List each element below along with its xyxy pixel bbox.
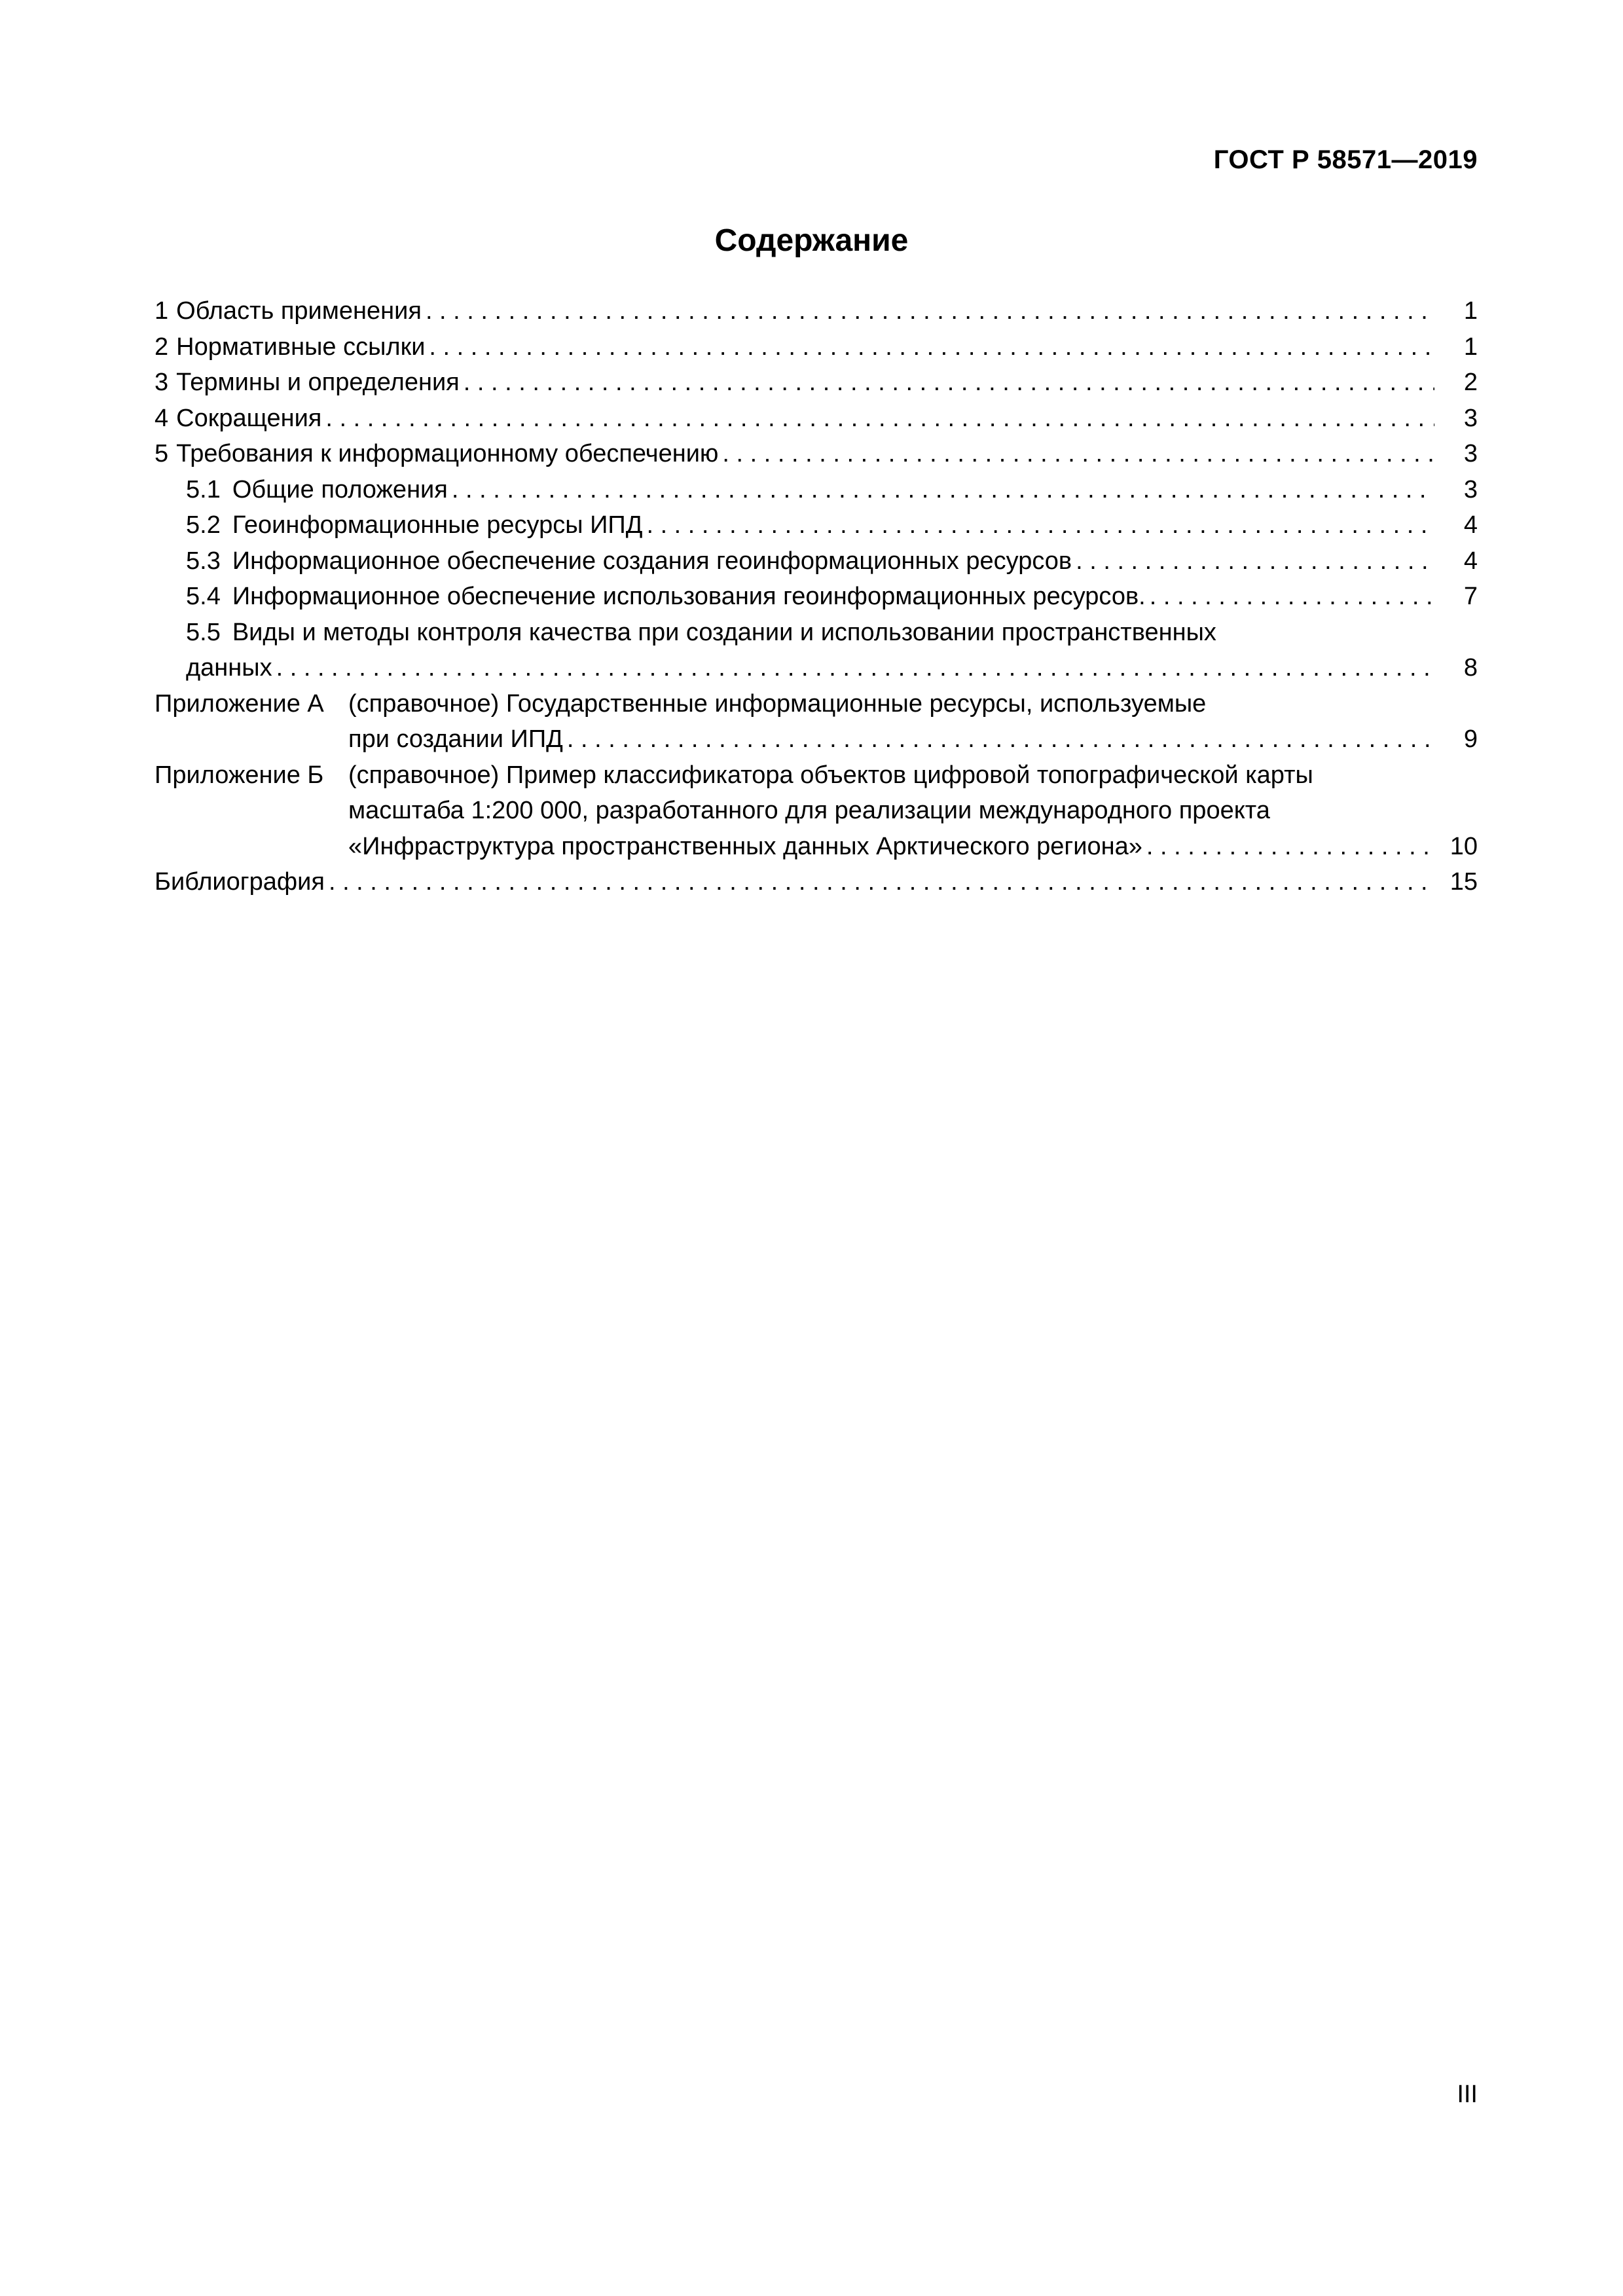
toc-entry-page: 1 (1463, 297, 1478, 325)
document-code: ГОСТ Р 58571—2019 (1213, 145, 1478, 174)
toc-entry-label-continued: данных (186, 654, 272, 682)
dot-leader (325, 401, 1434, 437)
toc-entry-number: 5 (155, 440, 169, 467)
toc-entry-label-continued: при создании ИПД (348, 725, 563, 753)
table-of-contents (155, 293, 1478, 900)
toc-entry-label: Виды и методы контроля качества при создании и использовании пространственных (232, 618, 1216, 646)
toc-entry-label: (справочное) Государственные информационные ресурсы, используемые (348, 689, 1207, 718)
toc-appendix-b-line1[interactable] (155, 757, 1478, 793)
toc-entry-label: Библиография (155, 868, 325, 896)
toc-entry-number: 5.4 (186, 583, 221, 610)
toc-appendix-b-line3[interactable] (155, 829, 1478, 865)
toc-appendix-a-line1[interactable] (155, 686, 1478, 722)
dot-leader (426, 293, 1434, 329)
toc-entry-5-5-line2[interactable] (155, 650, 1478, 686)
toc-entry-label-continued: масштаба 1:200 000, разработанного для реализации международного проекта (348, 797, 1270, 824)
toc-entry-4[interactable] (155, 401, 1478, 437)
toc-entry-label: Термины и определения (176, 369, 460, 396)
toc-entry-5-3[interactable] (155, 543, 1478, 579)
dot-leader (464, 365, 1434, 401)
dot-leader (722, 436, 1434, 472)
toc-entry-label: Область применения (176, 297, 422, 325)
toc-entry-5[interactable] (155, 436, 1478, 472)
toc-entry-label: Геоинформационные ресурсы ИПД (232, 511, 643, 539)
dot-leader (1146, 829, 1434, 865)
dot-leader (329, 864, 1434, 900)
toc-entry-number: 2 (155, 333, 169, 361)
toc-entry-page: 3 (1463, 404, 1478, 432)
toc-entry-page: 4 (1463, 511, 1478, 539)
dot-leader (1076, 543, 1434, 579)
dot-leader (646, 507, 1434, 543)
toc-entry-page: 8 (1463, 654, 1478, 682)
toc-entry-page: 7 (1463, 583, 1478, 610)
toc-entry-label: Информационное обеспечение использования геоинформационных ресурсов. (232, 583, 1146, 610)
toc-entry-number: 5.1 (186, 475, 221, 503)
dot-leader (276, 650, 1434, 686)
appendix-prefix: Приложение А (155, 689, 324, 718)
dot-leader (567, 721, 1434, 757)
toc-entry-5-1[interactable] (155, 472, 1478, 508)
toc-bibliography[interactable] (155, 864, 1478, 900)
toc-entry-5-2[interactable] (155, 507, 1478, 543)
toc-entry-number: 5.3 (186, 547, 221, 575)
toc-entry-page: 1 (1463, 333, 1478, 361)
toc-entry-2[interactable] (155, 329, 1478, 365)
toc-entry-label: Общие положения (232, 475, 448, 503)
toc-entry-page: 9 (1463, 725, 1478, 753)
toc-entry-label-continued: «Инфраструктура пространственных данных Арктического региона» (348, 832, 1142, 860)
dot-leader (1150, 579, 1434, 615)
toc-entry-page: 3 (1463, 475, 1478, 503)
toc-entry-1[interactable] (155, 293, 1478, 329)
dot-leader (452, 472, 1434, 508)
toc-entry-label: Информационное обеспечение создания геоинформационных ресурсов (232, 547, 1072, 575)
page-number: III (1457, 2081, 1478, 2108)
appendix-prefix: Приложение Б (155, 761, 324, 789)
toc-entry-3[interactable] (155, 365, 1478, 401)
toc-entry-page: 15 (1450, 868, 1478, 896)
toc-appendix-a-line2[interactable] (155, 721, 1478, 757)
toc-entry-5-4[interactable] (155, 579, 1478, 615)
toc-entry-page: 4 (1463, 547, 1478, 575)
toc-entry-number: 4 (155, 404, 169, 432)
toc-entry-label: (справочное) Пример классификатора объектов цифровой топографической карты (348, 761, 1313, 789)
toc-title: Содержание (714, 223, 909, 258)
toc-entry-number: 5.5 (186, 618, 221, 646)
toc-entry-number: 1 (155, 297, 169, 325)
toc-entry-label: Нормативные ссылки (176, 333, 426, 361)
toc-appendix-b-line2[interactable] (155, 793, 1478, 829)
toc-entry-number: 5.2 (186, 511, 221, 539)
toc-entry-5-5-line1[interactable] (155, 615, 1478, 651)
toc-entry-label: Требования к информационному обеспечению (176, 440, 719, 467)
toc-entry-label: Сокращения (176, 404, 322, 432)
toc-entry-page: 10 (1450, 832, 1478, 860)
toc-entry-page: 2 (1463, 369, 1478, 396)
toc-entry-number: 3 (155, 369, 169, 396)
dot-leader (429, 329, 1434, 365)
toc-entry-page: 3 (1463, 440, 1478, 467)
